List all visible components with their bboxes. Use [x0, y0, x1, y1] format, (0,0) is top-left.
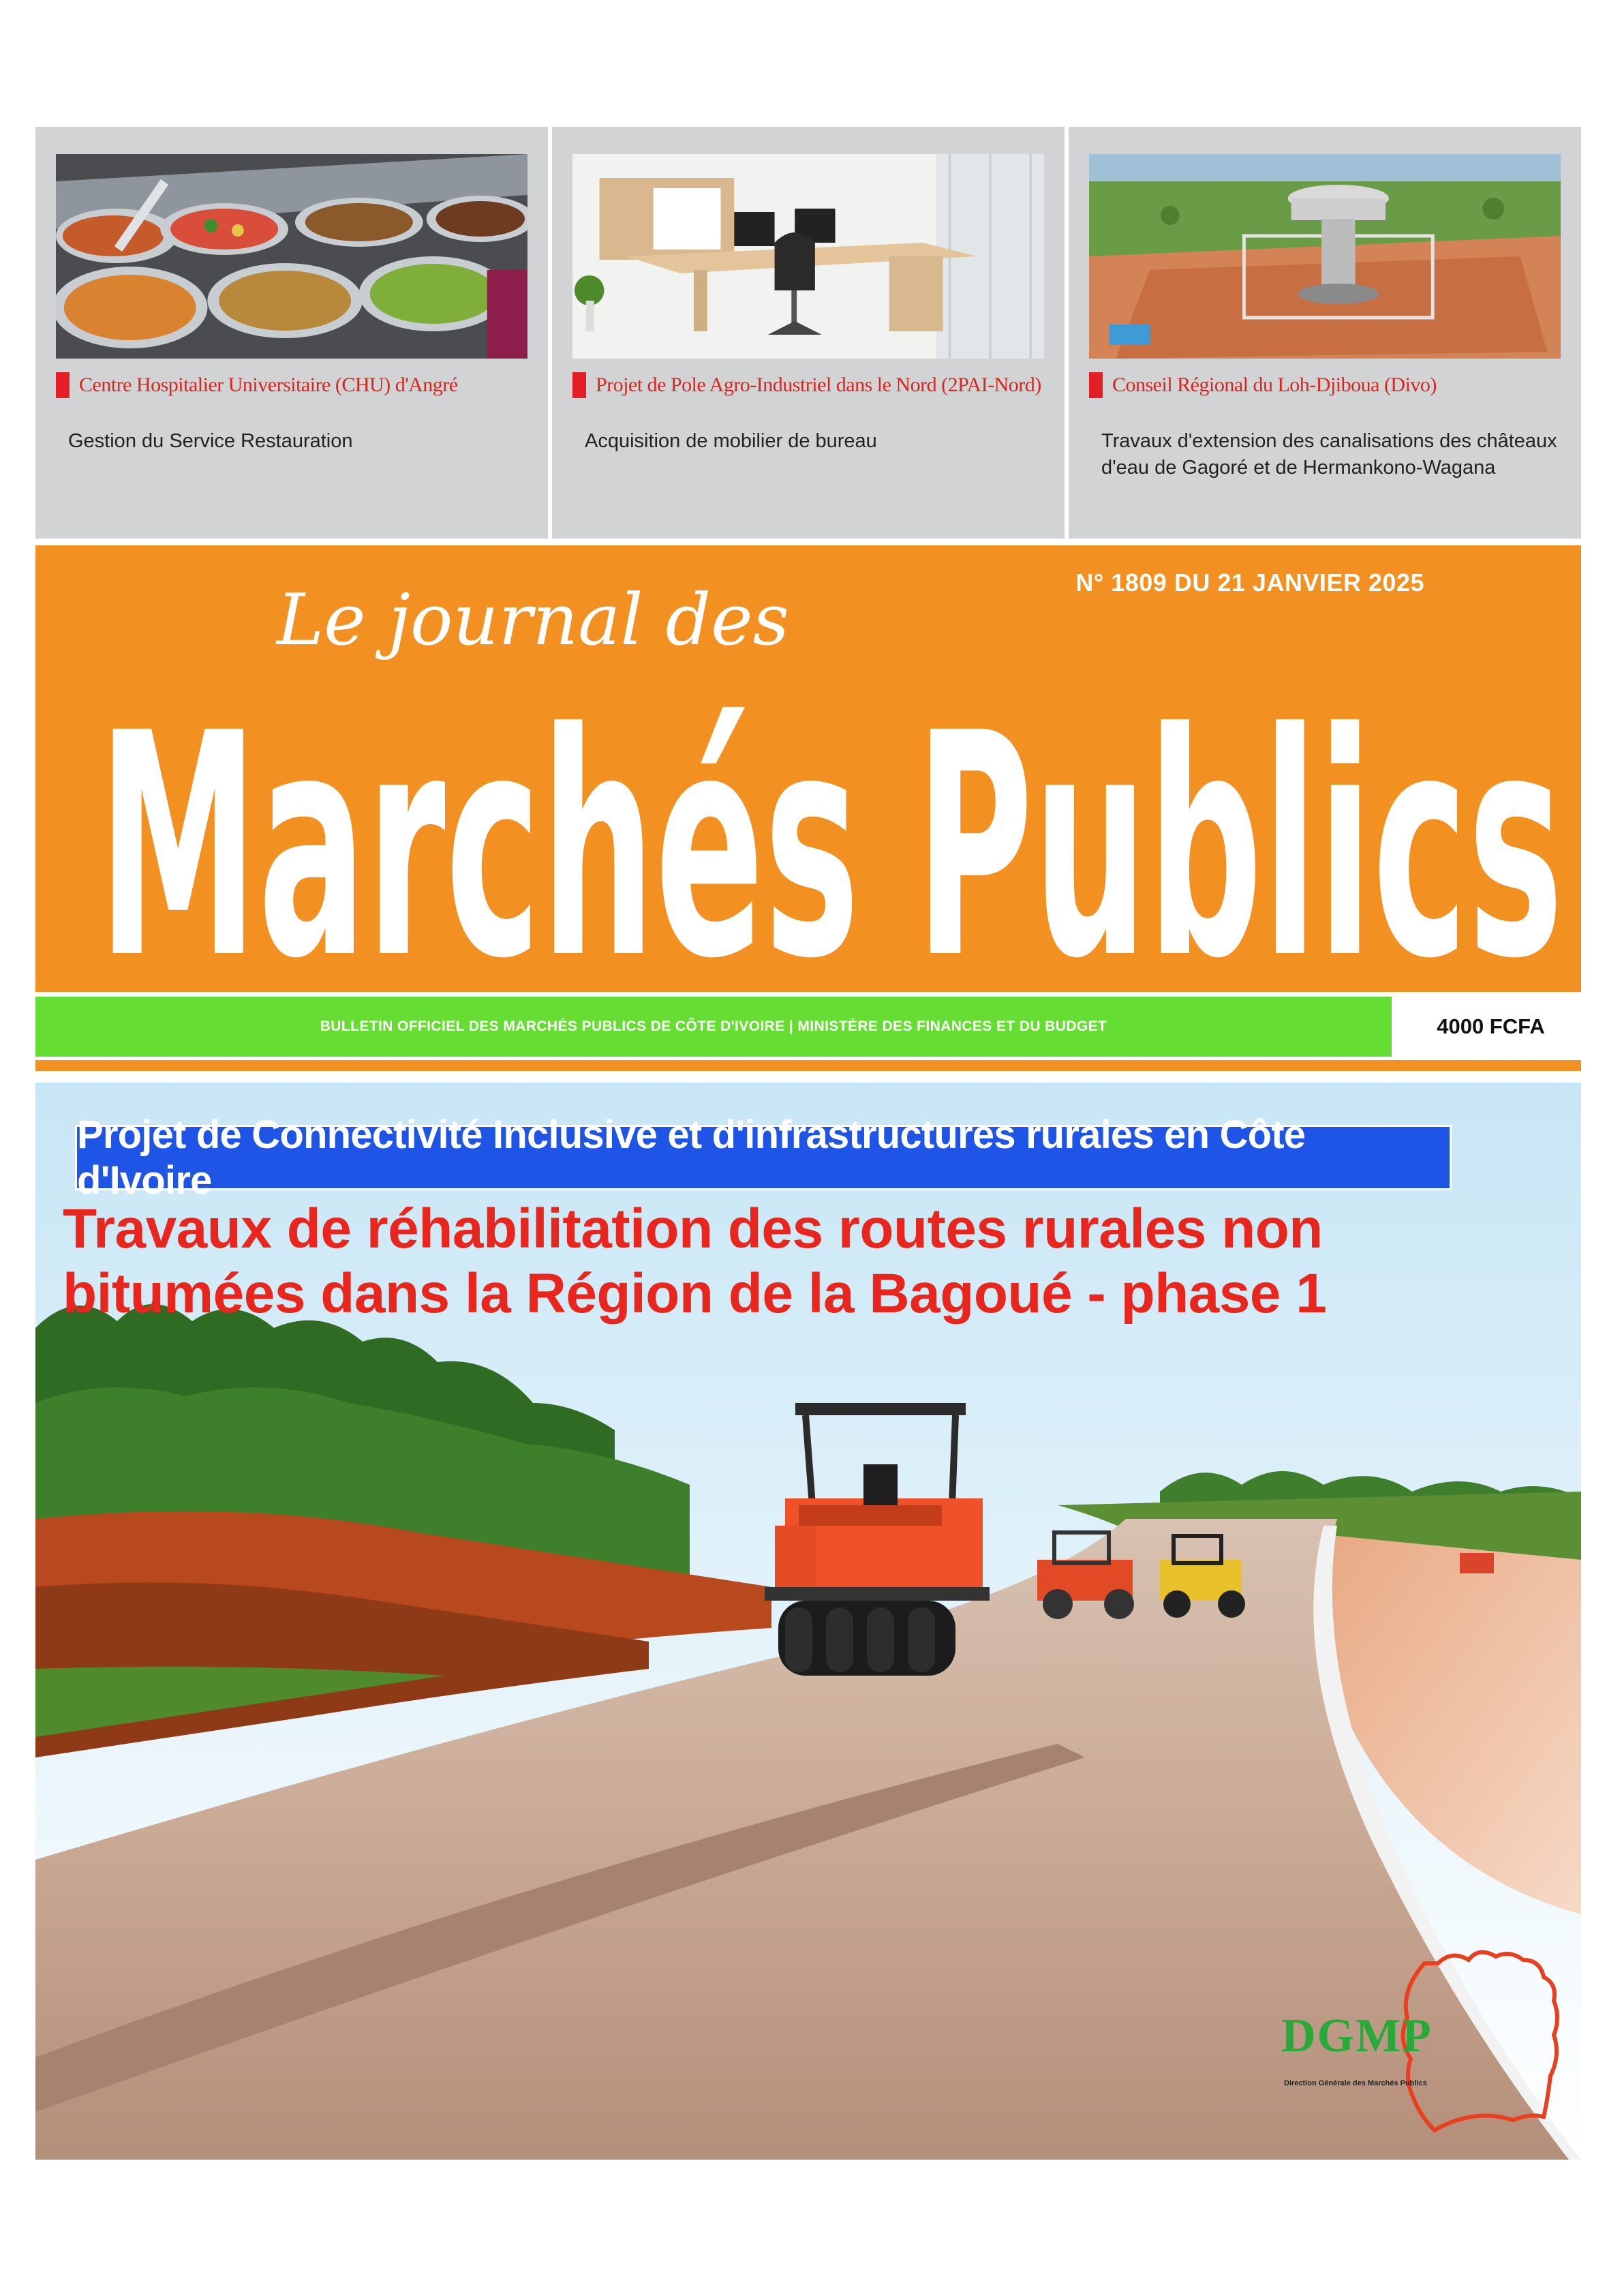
- teaser-description: Acquisition de mobilier de bureau: [585, 430, 877, 452]
- red-square-marker: [1089, 372, 1103, 398]
- dgmp-acronym: DGMP: [1281, 2010, 1433, 2062]
- teaser-source: [1089, 372, 1561, 398]
- dgmp-full-name: Direction Générale des Marchés Publics: [1284, 2079, 1427, 2087]
- masthead-title: [98, 667, 1563, 987]
- project-title: Projet de Connectivité Inclusive et d'infrastructures rurales en Côte d'Ivoire: [77, 1113, 1306, 1203]
- office-furniture-photo: [572, 154, 1044, 359]
- water-tower-photo: [1089, 154, 1561, 359]
- teaser-description: Gestion du Service Restauration: [68, 430, 353, 452]
- teaser-source: [56, 372, 527, 398]
- masthead-title-text: Marchés Publics: [98, 667, 1563, 987]
- teaser-chu-angre[interactable]: [35, 127, 548, 539]
- teaser-source: [572, 372, 1044, 398]
- teaser-org: Conseil Régional du Loh-Djiboua (Divo): [1112, 374, 1437, 396]
- teaser-org: Projet de Pole Agro-Industriel dans le Nord (2PAI-Nord): [596, 374, 1041, 396]
- price-box: [1401, 997, 1581, 1057]
- teaser-description: Travaux d'extension des canalisations des châteaux d'eau de Gagoré et de Hermankono-Wagana: [1101, 430, 1557, 479]
- bulletin-bar: [35, 997, 1392, 1057]
- food-buffet-photo: [56, 154, 527, 359]
- red-square-marker: [56, 372, 70, 398]
- bulletin-text: BULLETIN OFFICIEL DES MARCHÉS PUBLICS DE CÔTE D'IVOIRE | MINISTÈRE DES FINANCES ET DU BUDGET: [320, 1018, 1107, 1034]
- cover-headline: Travaux de réhabilitation des routes rurales non bitumées dans la Région de la Bagoué - phase 1: [63, 1198, 1327, 1325]
- masthead: [35, 545, 1581, 992]
- orange-divider: [35, 1060, 1581, 1071]
- teaser-org: Centre Hospitalier Universitaire (CHU) d'Angré: [79, 374, 458, 396]
- masthead-script-title: Le journal des: [277, 578, 790, 661]
- teasers-row: [35, 127, 1581, 539]
- teaser-2pai-nord[interactable]: [552, 127, 1065, 539]
- teaser-loh-djiboua[interactable]: [1069, 127, 1581, 539]
- dgmp-logo: [1281, 1936, 1581, 2141]
- issue-number: N° 1809 DU 21 JANVIER 2025: [1075, 569, 1424, 596]
- project-banner: [75, 1113, 1452, 1203]
- price-label: 4000 FCFA: [1437, 1014, 1545, 1038]
- red-square-marker: [572, 372, 586, 398]
